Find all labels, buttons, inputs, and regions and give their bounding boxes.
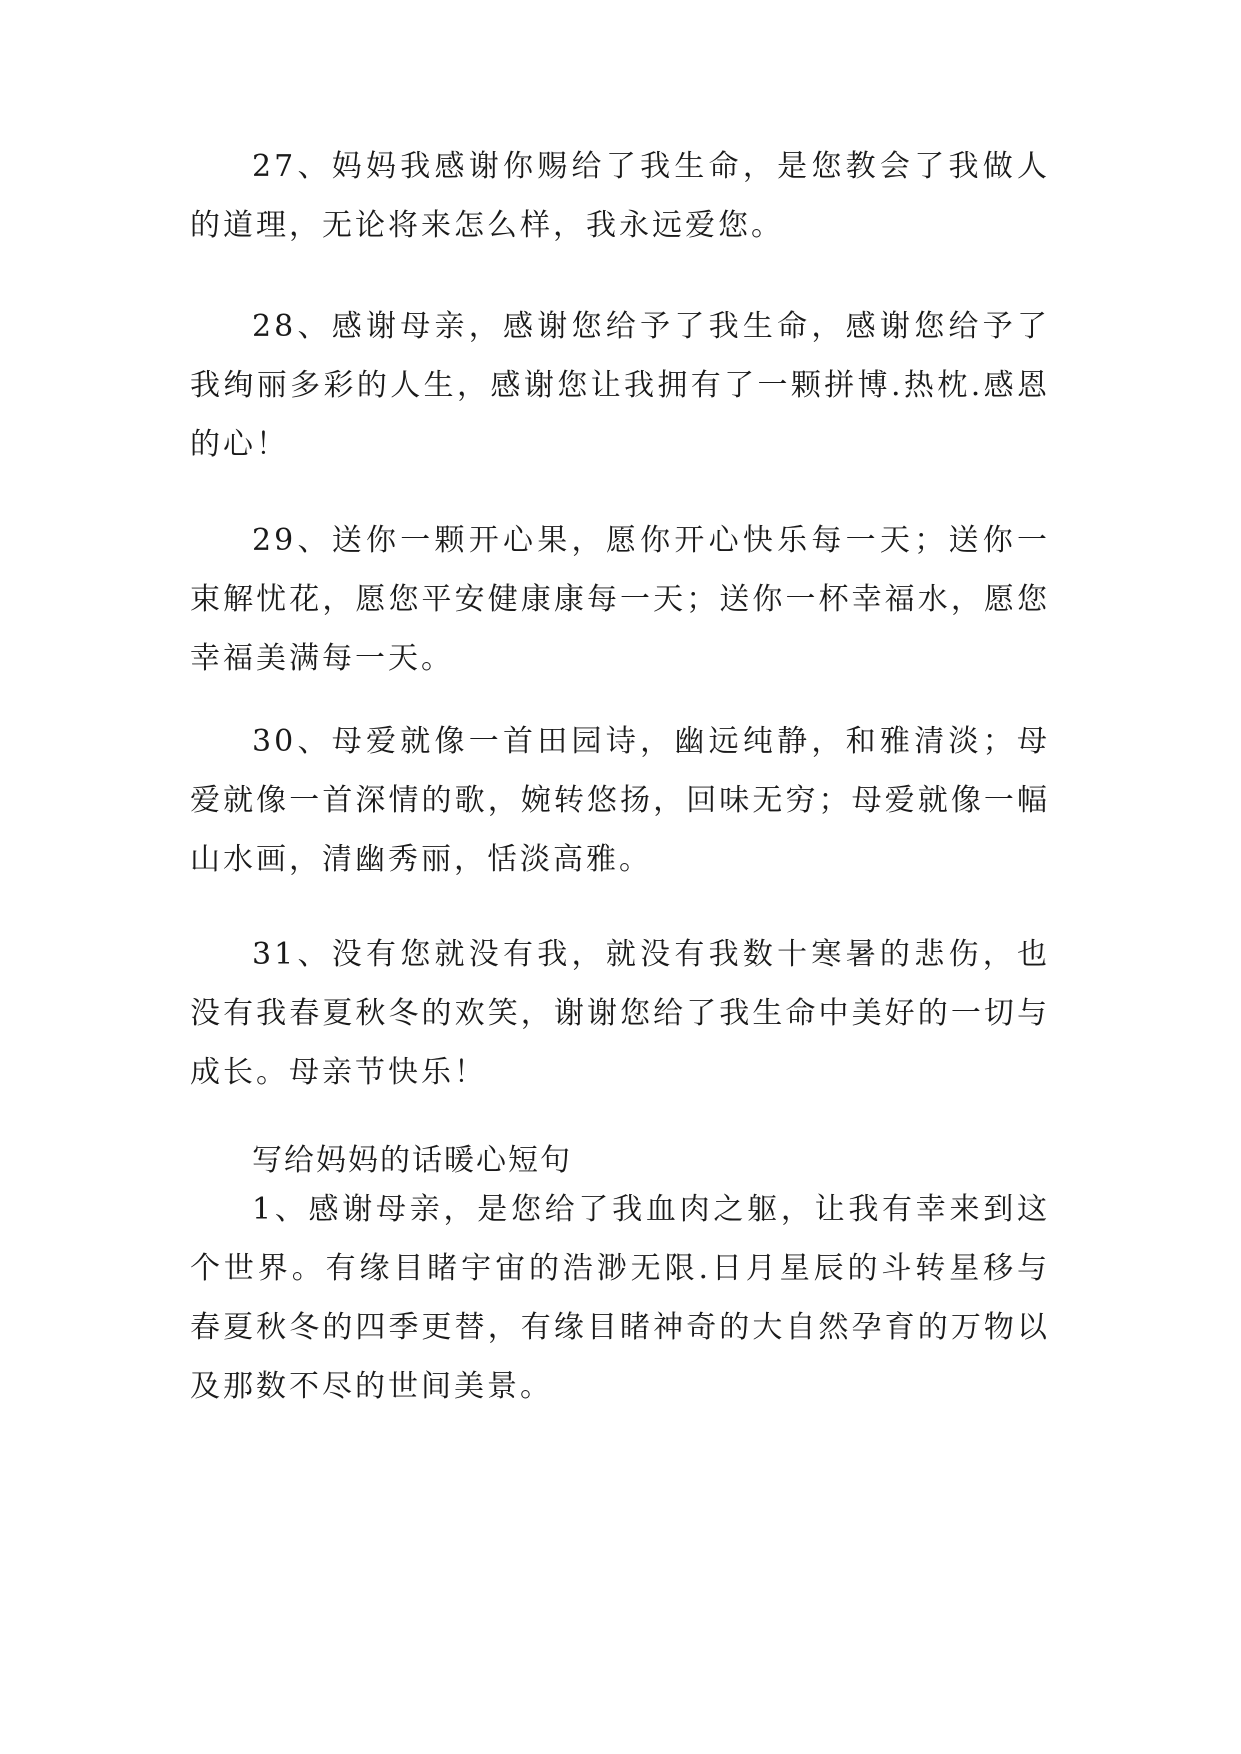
paragraph-28: 28、感谢母亲，感谢您给予了我生命，感谢您给予了我绚丽多彩的人生，感谢您让我拥有了一颗拼博.热枕.感恩的心！: [190, 309, 1050, 462]
paragraph-30: 30、母爱就像一首田园诗，幽远纯静，和雅清淡；母爱就像一首深情的歌，婉转悠扬，回味无穷；母爱就像一幅山水画，清幽秀丽，恬淡高雅。: [190, 724, 1050, 877]
paragraph-31: 31、没有您就没有我，就没有我数十寒暑的悲伤，也没有我春夏秋冬的欢笑，谢谢您给了我生命中美好的一切与成长。母亲节快乐！: [190, 937, 1050, 1090]
paragraph-27: 27、妈妈我感谢你赐给了我生命，是您教会了我做人的道理，无论将来怎么样，我永远爱您。: [190, 149, 1050, 243]
section-paragraph-1: 1、感谢母亲，是您给了我血肉之躯，让我有幸来到这个世界。有缘目睹宇宙的浩渺无限.日月星辰的斗转星移与春夏秋冬的四季更替，有缘目睹神奇的大自然孕育的万物以及那数不尽的世间美景。: [190, 1192, 1050, 1404]
paragraph-29: 29、送你一颗开心果，愿你开心快乐每一天；送你一束解忧花，愿您平安健康康每一天；送你一杯幸福水，愿您幸福美满每一天。: [190, 523, 1050, 676]
section-heading: 写给妈妈的话暖心短句: [252, 1143, 572, 1178]
